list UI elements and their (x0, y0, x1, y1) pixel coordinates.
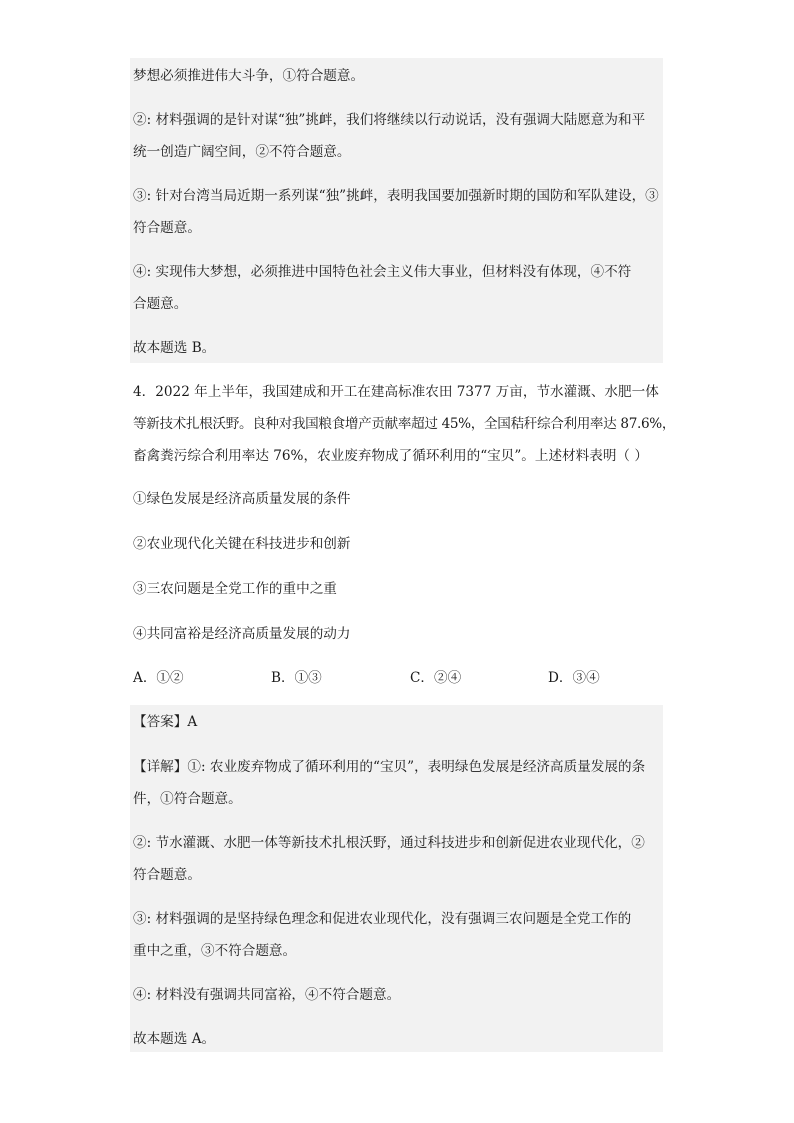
prev-conclusion: 故本题选 B。 (133, 340, 216, 356)
detail-point-4-line-1: ④: 材料没有强调共同富裕，④不符合题意。 (133, 987, 401, 1003)
previous-analysis-shade (130, 58, 663, 363)
question-stem-line-3: 畜禽粪污综合利用率达 76%，农业废弃物成了循环利用的“宝贝”。上述材料表明（ ） (133, 448, 648, 464)
detail-point-2-line-2: 符合题意。 (133, 867, 201, 883)
option-b: B．①③ (271, 670, 322, 686)
statement-4: ④共同富裕是经济高质量发展的动力 (133, 626, 351, 642)
prev-point-3-line-1: ③: 针对台湾当局近期一系列谋“独”挑衅，表明我国要加强新时期的国防和军队建设，③ (133, 188, 659, 204)
detail-line-1: 【详解】①: 农业废弃物成了循环利用的“宝贝”，表明绿色发展是经济高质量发展的条 (133, 759, 646, 775)
prev-analysis-line-1: 梦想必须推进伟大斗争，①符合题意。 (133, 68, 365, 84)
answer-label: 【答案】A (133, 714, 198, 730)
statement-1: ①绿色发展是经济高质量发展的条件 (133, 491, 351, 507)
prev-point-2-line-1: ②: 材料强调的是针对谋“独”挑衅，我们将继续以行动说话，没有强调大陆愿意为和平 (133, 112, 646, 128)
statement-3: ③三农问题是全党工作的重中之重 (133, 581, 337, 597)
prev-point-4-line-2: 合题意。 (133, 296, 188, 312)
detail-point-3-line-2: 重中之重，③不符合题意。 (133, 943, 297, 959)
option-c: C．②④ (410, 670, 462, 686)
detail-line-2: 件，①符合题意。 (133, 791, 242, 807)
detail-point-2-line-1: ②: 节水灌溉、水肥一体等新技术扎根沃野，通过科技进步和创新促进农业现代化，② (133, 835, 645, 851)
detail-point-3-line-1: ③: 材料强调的是坚持绿色理念和促进农业现代化，没有强调三农问题是全党工作的 (133, 911, 632, 927)
question-stem-line-1: 4．2022 年上半年，我国建成和开工在建高标准农田 7377 万亩，节水灌溉、水肥一体 (133, 384, 659, 400)
prev-point-4-line-1: ④: 实现伟大梦想，必须推进中国特色社会主义伟大事业，但材料没有体现，④不符 (133, 264, 632, 280)
statement-2: ②农业现代化关键在科技进步和创新 (133, 536, 351, 552)
prev-point-3-line-2: 符合题意。 (133, 220, 201, 236)
option-d: D．③④ (548, 670, 600, 686)
answer-conclusion: 故本题选 A。 (133, 1031, 216, 1047)
question-stem-line-2: 等新技术扎根沃野。良种对我国粮食增产贡献率超过 45%，全国秸秆综合利用率达 87.6%， (133, 416, 676, 432)
prev-point-2-line-2: 统一创造广阔空间，②不符合题意。 (133, 144, 351, 160)
option-a: A．①② (133, 670, 184, 686)
